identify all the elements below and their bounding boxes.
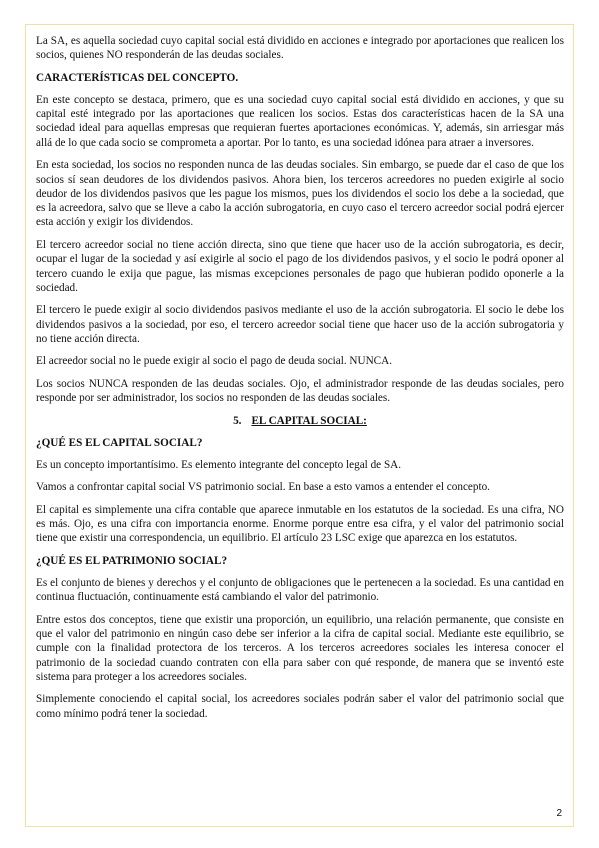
paragraph: Es un concepto importantísimo. Es elemento integrante del concepto legal de SA. bbox=[36, 458, 402, 471]
paragraph: Simplemente conociendo el capital social, los acreedores sociales podrán saber el valor del patrimonio social que como mínimo podrá tener la sociedad. bbox=[36, 693, 564, 720]
paragraph: Entre estos dos conceptos, tiene que existir una proporción, un equilibrio, una relación permanente, que consiste en que el valor del patrimonio en ningún caso debe ser inferior a la cifra de capital social. Mediante este equilibrio, se cumple con la finalidad protectora de los terceros. A los terceros acreedores sociales les interesa conocer el patrimonio de la sociedad cuando contraten con ella para saber con qué responde, de manera que se inventó este sistema para proteger a los acreedores sociales. bbox=[36, 613, 564, 683]
paragraph: En esta sociedad, los socios no responden nunca de las deudas sociales. Sin embargo, se puede dar el caso de que los socios sí sean deudores de los dividendos pasivos. Ahora bien, los terceros acreedores no pueden exigirle al socio deudor de los dividendos pasivos que les pague los mismos, pues los dividendos el socio los debe a la sociedad, que es la acreedora, salvo que se lleve a cabo la acción subrogatoria, en cuyo caso el tercero acreedor social podrá ejercer esta acción y exigir los dividendos. bbox=[36, 159, 564, 229]
page-number: 2 bbox=[556, 808, 562, 819]
paragraph: El capital es simplemente una cifra contable que aparece inmutable en los estatutos de la sociedad. Es una cifra, NO es más. Ojo, es una cifra con importancia enorme. Enorme porque entre esa cifra, y el valor del patrimonio social tiene que existir una correspondencia, un equilibrio. El artículo 23 LSC exige que aparezca en los estatutos. bbox=[36, 503, 564, 545]
heading-capital-social: ¿QUÉ ES EL CAPITAL SOCIAL? bbox=[36, 436, 203, 449]
paragraph: En este concepto se destaca, primero, que es una sociedad cuyo capital social está dividido en acciones, y que su capital esté integrado por las aportaciones que realicen los socios. Estas dos características hacen de la SA una sociedad ideal para aquellas empresas que requieran fuertes aportaciones económicas. Y, además, sin arriesgar más allá de lo que cada socio se comprometa a aportar. Por lo tanto, es una sociedad idónea para atraer a inversores. bbox=[36, 93, 564, 149]
paragraph: Es el conjunto de bienes y derechos y el conjunto de obligaciones que le pertenecen a la sociedad. Es una cantidad en continua fluctuación, continuamente está cambiando el valor del patrimonio. bbox=[36, 576, 564, 604]
paragraph: Vamos a confrontar capital social VS patrimonio social. En base a esto vamos a entender el concepto. bbox=[36, 481, 490, 494]
section-heading bbox=[36, 414, 564, 428]
document-body bbox=[36, 34, 564, 729]
section-title: EL CAPITAL SOCIAL: bbox=[251, 414, 367, 427]
paragraph: El tercero le puede exigir al socio dividendos pasivos mediante el uso de la acción subrogatoria. El socio le debe los dividendos pasivos a la sociedad, por eso, el tercero acreedor social tiene que hacer uso de la acción subrogatoria y no tiene acción directa. bbox=[36, 304, 564, 345]
heading-patrimonio-social: ¿QUÉ ES EL PATRIMONIO SOCIAL? bbox=[36, 554, 228, 567]
paragraph: El acreedor social no le puede exigir al socio el pago de deuda social. NUNCA. bbox=[36, 355, 393, 368]
section-number: 5. bbox=[233, 414, 242, 427]
paragraph: Los socios NUNCA responden de las deudas sociales. Ojo, el administrador responde de las deudas sociales, pero responde por ser administrador, los socios no responden de las deudas sociales. bbox=[36, 377, 564, 405]
paragraph-intro: La SA, es aquella sociedad cuyo capital social está dividido en acciones e integrado por aportaciones que realicen los socios, quienes NO responderán de las deudas sociales. bbox=[36, 35, 564, 62]
paragraph: El tercero acreedor social no tiene acción directa, sino que tiene que hacer uso de la acción subrogatoria, es decir, ocupar el lugar de la sociedad y así exigirle al socio el pago de los dividendos pasivos, y el socio le podrá oponer al tercero cuando le exija que pague, las mismas excepciones personales de pago que hubieran podido oponerle a la sociedad. bbox=[36, 238, 564, 294]
heading-caracteristicas: CARACTERÍSTICAS DEL CONCEPTO. bbox=[36, 71, 239, 84]
